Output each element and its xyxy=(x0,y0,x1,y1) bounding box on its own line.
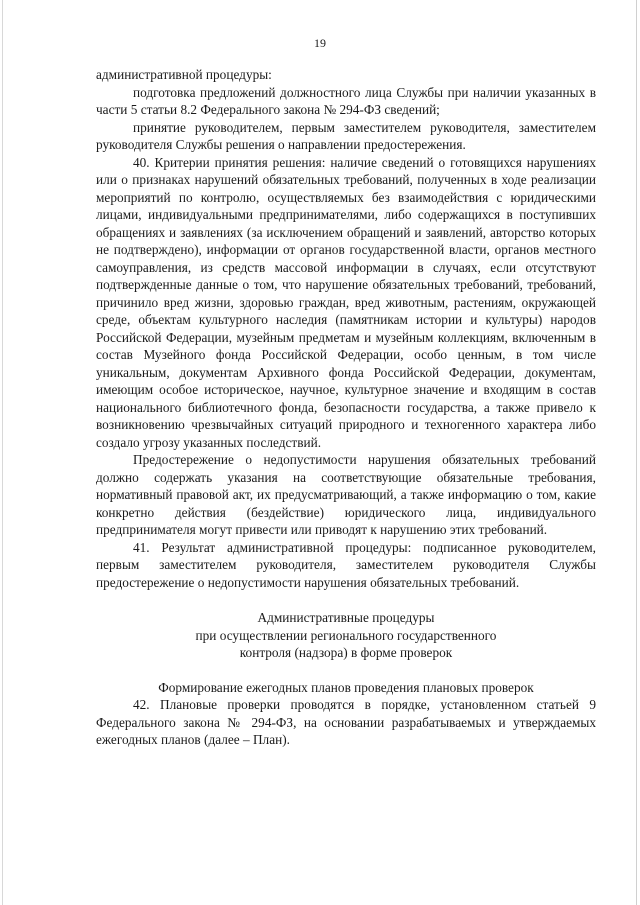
section-heading-line-3: контроля (надзора) в форме проверок xyxy=(239,645,453,660)
section-heading-line-1: Административные процедуры xyxy=(257,610,435,625)
spacer xyxy=(96,591,596,609)
subsection-heading: Формирование ежегодных планов проведения плановых проверок xyxy=(158,679,534,695)
paragraph-result-41: 41. Результат административной процедуры: подписанное руководителем, первым заместителем руководителя, заместителем руководителя Службы предостережение о недопустимости нарушения обязательных требований. xyxy=(96,539,596,590)
spacer xyxy=(96,662,596,679)
paragraph-planned-inspections-42: 42. Плановые проверки проводятся в порядке, установленном статьей 9 Федерального закона № 294-ФЗ, на основании разрабатываемых и утверждаемых ежегодных планов (далее – План). xyxy=(96,697,596,747)
paragraph-procedure-intro: административной процедуры: xyxy=(96,67,272,82)
paragraph-criteria-40: 40. Критерии принятия решения: наличие сведений о готовящихся нарушениях или о признаках нарушений обязательных требований, полученных в ходе реализации мероприятий по контролю, осуществляемых без взаимодействия с юридическими лицами, индивидуальными предпринимателями, либо содержащихся в поступивших обращениях и заявлениях (за исключением обращений и заявлений, авторство которых не подтверждено), информации от органов государственной власти, органов местного самоуправления, из средств массовой информации в случаях, если отсутствуют подтвержденные данные о том, что нарушение обязательных требований, требований, причинило вред жизни, здоровью граждан, вред животным, растениям, окружающей среде, объектам культурного наследия (памятникам истории и культуры) народов Российской Федерации, музейным предметам и музейным коллекциям, включенным в состав Музейного фонда Российской Федерации, особо ценным, в том числе уникальным, документам Архивного фонда Российской Федерации, документам, имеющим особое историческое, научное, культурное значение и входящим в состав национального библиотечного фонда, безопасности государства, а также привело к возникновению чрезвычайных ситуаций природного и техногенного характера либо создало угрозу указанных последствий. xyxy=(96,154,596,450)
paragraph-warning-content: Предостережение о недопустимости нарушения обязательных требований должно содержать указания на соответствующие обязательные требования, нормативный правовой акт, их предусматривающий, а также информацию о том, какие конкретно действия (бездействие) юридического лица, индивидуального предпринимателя могут привести или приводят к нарушению этих требований. xyxy=(96,452,596,537)
section-heading xyxy=(96,609,596,662)
page-edge-right xyxy=(636,0,637,905)
paragraph-decision: принятие руководителем, первым заместителем руководителя, заместителем руководителя Службы решения о направлении предостережения. xyxy=(96,119,596,152)
paragraph-proposals: подготовка предложений должностного лица Службы при наличии указанных в части 5 статьи 8.2 Федерального закона № 294-ФЗ сведений; xyxy=(96,84,596,117)
page-edge-left xyxy=(2,0,3,905)
document-body xyxy=(96,66,596,749)
section-heading-line-2: при осуществлении регионального государственного xyxy=(195,627,497,643)
page-number: 19 xyxy=(314,36,326,50)
